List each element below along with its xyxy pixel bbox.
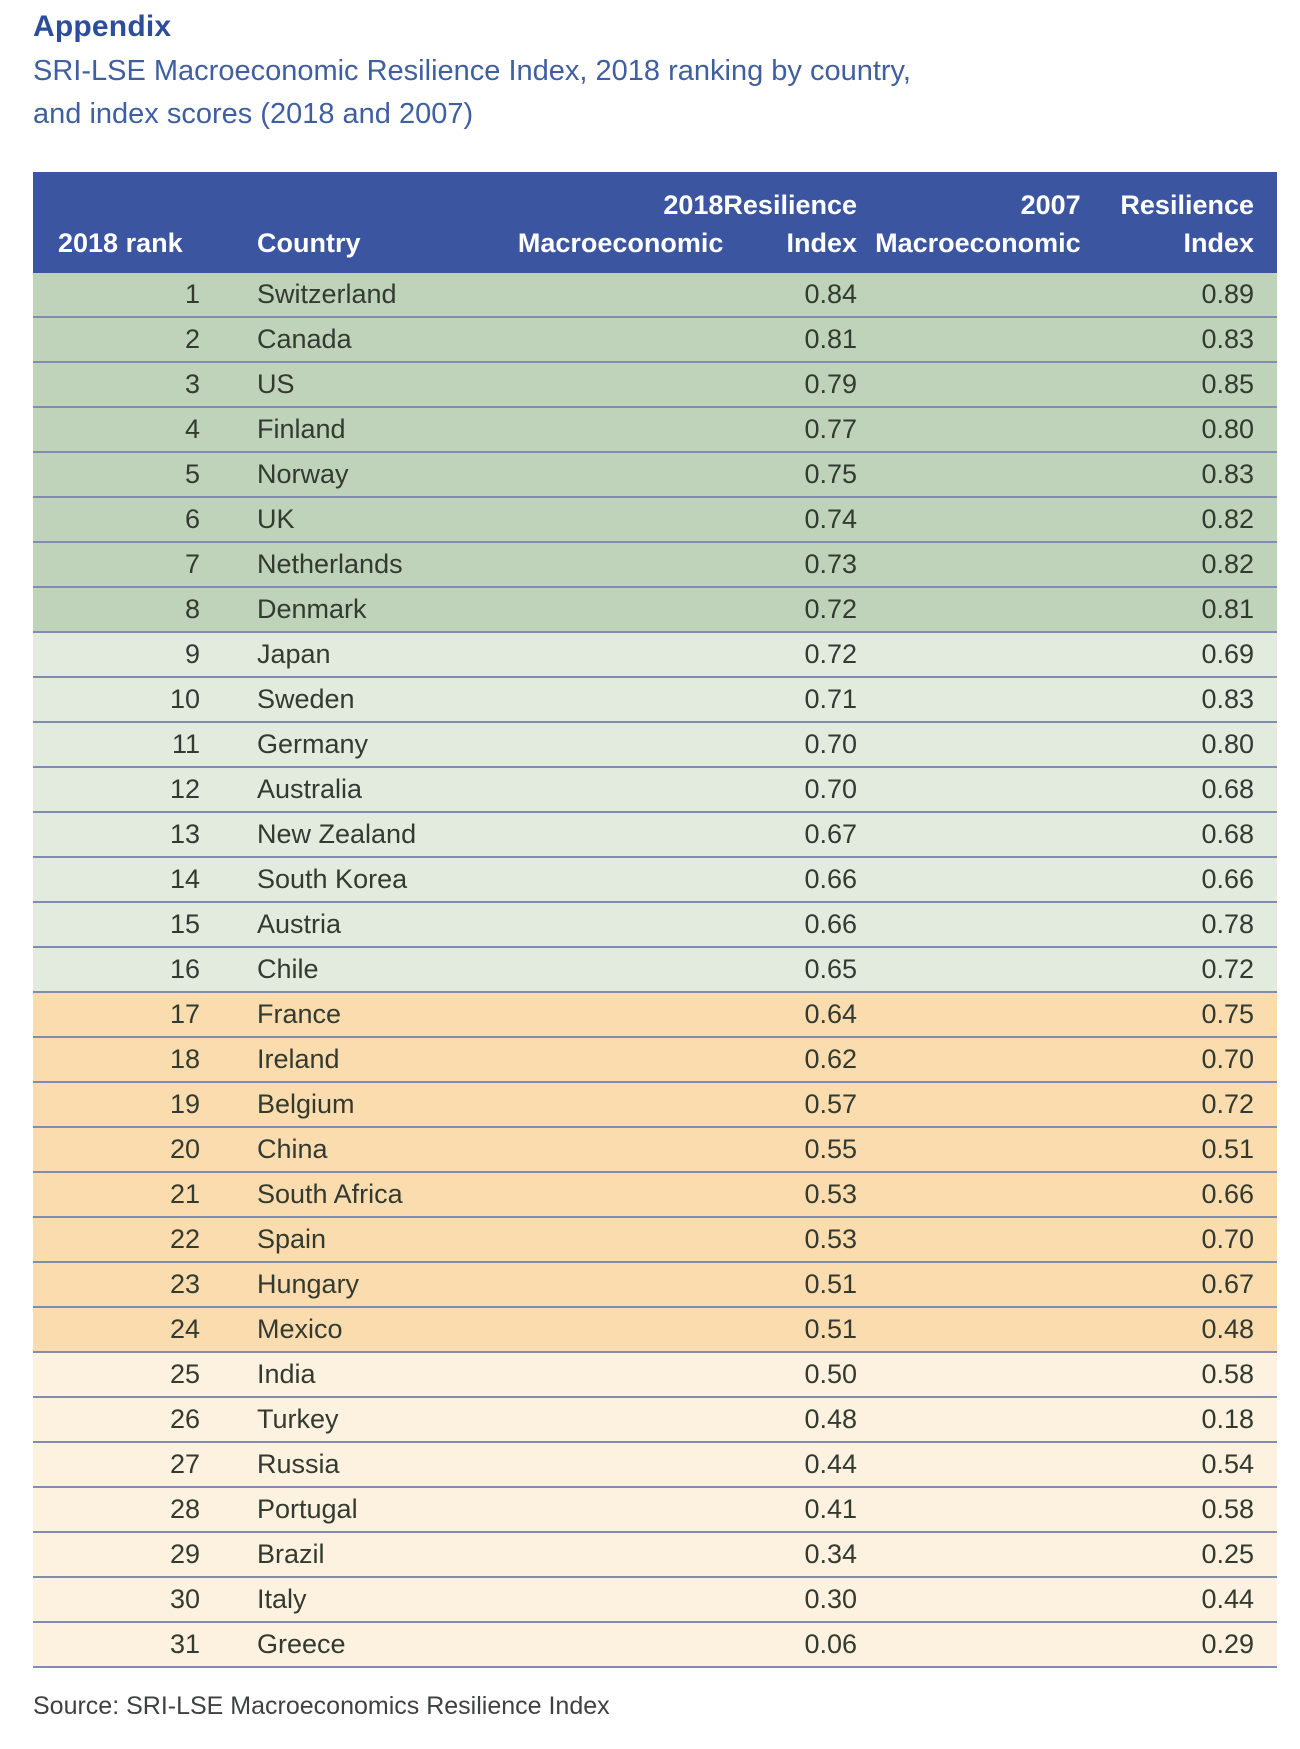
index-2007-cell: 0.75: [1201, 999, 1254, 1029]
index-2018-cell: 0.73: [804, 549, 857, 579]
rank-cell: 22: [169, 1224, 200, 1254]
country-cell: Switzerland: [257, 279, 397, 309]
rank-cell: 25: [169, 1359, 200, 1389]
country-cell: France: [257, 999, 342, 1029]
country-cell: Hungary: [257, 1269, 360, 1299]
column-header-2007-index: [857, 172, 1277, 273]
table-row: [33, 1623, 1277, 1668]
index-2018-cell: 0.06: [804, 1629, 857, 1659]
country-cell: Australia: [257, 774, 363, 804]
index-2018-cell: 0.65: [804, 954, 857, 984]
column-header-2018-rank: 2018 rank: [58, 228, 183, 258]
country-cell: Finland: [257, 414, 346, 444]
table-row: [33, 1218, 1277, 1263]
subtitle-line-1: SRI-LSE Macroeconomic Resilience Index, 2018 ranking by country,: [33, 55, 911, 87]
rank-cell: 12: [169, 774, 200, 804]
country-cell: UK: [257, 504, 295, 534]
country-cell: South Africa: [257, 1179, 403, 1209]
rank-cell: 31: [169, 1629, 200, 1659]
rank-cell: 29: [169, 1539, 200, 1569]
country-cell: Chile: [257, 954, 319, 984]
country-cell: Canada: [257, 324, 352, 354]
rank-cell: 28: [169, 1494, 200, 1524]
index-2018-cell: 0.57: [804, 1089, 857, 1119]
rank-cell: 20: [169, 1134, 200, 1164]
rank-cell: 23: [169, 1269, 200, 1299]
rank-cell: 9: [184, 639, 200, 669]
table-row: [33, 273, 1277, 318]
table-row: [33, 1353, 1277, 1398]
country-cell: Japan: [257, 639, 331, 669]
index-2018-cell: 0.62: [804, 1044, 857, 1074]
country-cell: Portugal: [257, 1494, 358, 1524]
table-row: [33, 1533, 1277, 1578]
index-2018-cell: 0.72: [804, 639, 857, 669]
index-2018-cell: 0.55: [804, 1134, 857, 1164]
index-2007-cell: 0.68: [1201, 774, 1254, 804]
index-2007-cell: 0.70: [1201, 1224, 1254, 1254]
column-header-2007-index-line1: 2007 Macroeconomic: [875, 190, 1081, 258]
table-row: [33, 1083, 1277, 1128]
rank-cell: 2: [184, 324, 200, 354]
index-2018-cell: 0.53: [804, 1179, 857, 1209]
rank-cell: 1: [184, 279, 200, 309]
table-row: [33, 633, 1277, 678]
table-row: [33, 1578, 1277, 1623]
subtitle-line-2: and index scores (2018 and 2007): [33, 98, 474, 130]
index-2007-cell: 0.54: [1201, 1449, 1254, 1479]
index-2007-cell: 0.69: [1201, 639, 1254, 669]
table-row: [33, 768, 1277, 813]
index-2007-cell: 0.81: [1201, 594, 1254, 624]
index-2018-cell: 0.66: [804, 909, 857, 939]
index-2007-cell: 0.89: [1201, 279, 1254, 309]
index-2018-cell: 0.66: [804, 864, 857, 894]
index-2007-cell: 0.80: [1201, 414, 1254, 444]
table-row: [33, 363, 1277, 408]
country-cell: China: [257, 1134, 328, 1164]
table-row: [33, 1263, 1277, 1308]
index-2018-cell: 0.79: [804, 369, 857, 399]
table-row: [33, 723, 1277, 768]
rank-cell: 27: [169, 1449, 200, 1479]
index-2007-cell: 0.83: [1201, 324, 1254, 354]
index-2007-cell: 0.82: [1201, 504, 1254, 534]
country-cell: US: [257, 369, 295, 399]
table-row: [33, 948, 1277, 993]
column-header-2007-index-line2: Resilience Index: [1120, 190, 1254, 258]
table-row: [33, 408, 1277, 453]
table-row: [33, 903, 1277, 948]
index-2018-cell: 0.51: [804, 1314, 857, 1344]
table-row: [33, 1443, 1277, 1488]
rank-cell: 18: [169, 1044, 200, 1074]
index-2007-cell: 0.72: [1201, 954, 1254, 984]
country-cell: Sweden: [257, 684, 355, 714]
column-header-2018-index: [517, 172, 857, 273]
rank-cell: 15: [169, 909, 200, 939]
country-cell: Spain: [257, 1224, 327, 1254]
index-2018-cell: 0.72: [804, 594, 857, 624]
index-2007-cell: 0.82: [1201, 549, 1254, 579]
resilience-index-table: [33, 172, 1277, 1668]
index-2018-cell: 0.64: [804, 999, 857, 1029]
index-2018-cell: 0.74: [804, 504, 857, 534]
country-cell: Denmark: [257, 594, 367, 624]
table-row: [33, 1128, 1277, 1173]
rank-cell: 16: [169, 954, 200, 984]
index-2018-cell: 0.75: [804, 459, 857, 489]
table-row: [33, 1308, 1277, 1353]
index-2018-cell: 0.41: [804, 1494, 857, 1524]
table-row: [33, 453, 1277, 498]
index-2018-cell: 0.53: [804, 1224, 857, 1254]
index-2018-cell: 0.51: [804, 1269, 857, 1299]
table-row: [33, 813, 1277, 858]
index-2018-cell: 0.30: [804, 1584, 857, 1614]
country-cell: Austria: [257, 909, 342, 939]
rank-cell: 4: [184, 414, 200, 444]
index-2018-cell: 0.70: [804, 729, 857, 759]
index-2018-cell: 0.48: [804, 1404, 857, 1434]
index-2018-cell: 0.71: [804, 684, 857, 714]
rank-cell: 10: [169, 684, 200, 714]
rank-cell: 7: [184, 549, 200, 579]
index-2007-cell: 0.58: [1201, 1494, 1254, 1524]
index-2007-cell: 0.29: [1201, 1629, 1254, 1659]
table-row: [33, 993, 1277, 1038]
index-2018-cell: 0.77: [804, 414, 857, 444]
index-2007-cell: 0.72: [1201, 1089, 1254, 1119]
country-cell: Italy: [257, 1584, 307, 1614]
page-subtitle: [33, 50, 911, 136]
table-row: [33, 1398, 1277, 1443]
index-2018-cell: 0.81: [804, 324, 857, 354]
country-cell: Turkey: [257, 1404, 339, 1434]
country-cell: Norway: [257, 459, 349, 489]
index-2007-cell: 0.78: [1201, 909, 1254, 939]
rank-cell: 30: [169, 1584, 200, 1614]
country-cell: Russia: [257, 1449, 340, 1479]
rank-cell: 13: [169, 819, 200, 849]
rank-cell: 17: [169, 999, 200, 1029]
index-2007-cell: 0.80: [1201, 729, 1254, 759]
index-2018-cell: 0.84: [804, 279, 857, 309]
table-row: [33, 588, 1277, 633]
table-row: [33, 543, 1277, 588]
index-2018-cell: 0.50: [804, 1359, 857, 1389]
index-2007-cell: 0.44: [1201, 1584, 1254, 1614]
index-2007-cell: 0.83: [1201, 459, 1254, 489]
rank-cell: 5: [184, 459, 200, 489]
country-cell: India: [257, 1359, 316, 1389]
table-body: [33, 273, 1277, 1668]
index-2018-cell: 0.44: [804, 1449, 857, 1479]
index-2007-cell: 0.70: [1201, 1044, 1254, 1074]
table-header-row: [33, 172, 1277, 273]
rank-cell: 24: [169, 1314, 200, 1344]
table-row: [33, 1488, 1277, 1533]
index-2007-cell: 0.83: [1201, 684, 1254, 714]
source-note: Source: SRI-LSE Macroeconomics Resilience Index: [33, 1692, 610, 1720]
table-row: [33, 858, 1277, 903]
country-cell: Germany: [257, 729, 369, 759]
page-title: Appendix: [33, 10, 172, 43]
country-cell: Greece: [257, 1629, 346, 1659]
index-2007-cell: 0.67: [1201, 1269, 1254, 1299]
country-cell: Ireland: [257, 1044, 340, 1074]
column-header-2018-index-line1: 2018 Macroeconomic: [517, 190, 724, 258]
country-cell: Mexico: [257, 1314, 343, 1344]
column-header-country: Country: [257, 228, 361, 258]
table-row: [33, 1038, 1277, 1083]
table-row: [33, 1173, 1277, 1218]
index-2007-cell: 0.66: [1201, 864, 1254, 894]
rank-cell: 3: [184, 369, 200, 399]
rank-cell: 11: [171, 729, 200, 759]
rank-cell: 6: [184, 504, 200, 534]
index-2007-cell: 0.18: [1201, 1404, 1254, 1434]
country-cell: New Zealand: [257, 819, 417, 849]
rank-cell: 19: [169, 1089, 200, 1119]
index-2018-cell: 0.67: [804, 819, 857, 849]
country-cell: Belgium: [257, 1089, 355, 1119]
rank-cell: 8: [184, 594, 200, 624]
table-row: [33, 498, 1277, 543]
rank-cell: 21: [169, 1179, 200, 1209]
index-2007-cell: 0.66: [1201, 1179, 1254, 1209]
table-row: [33, 318, 1277, 363]
index-2018-cell: 0.34: [804, 1539, 857, 1569]
country-cell: Netherlands: [257, 549, 403, 579]
column-header-2018-index-line2: Resilience Index: [723, 190, 857, 258]
country-cell: Brazil: [257, 1539, 325, 1569]
index-2007-cell: 0.58: [1201, 1359, 1254, 1389]
rank-cell: 14: [169, 864, 200, 894]
table-row: [33, 678, 1277, 723]
index-2018-cell: 0.70: [804, 774, 857, 804]
country-cell: South Korea: [257, 864, 408, 894]
index-2007-cell: 0.68: [1201, 819, 1254, 849]
index-2007-cell: 0.85: [1201, 369, 1254, 399]
index-2007-cell: 0.51: [1201, 1134, 1254, 1164]
rank-cell: 26: [169, 1404, 200, 1434]
index-2007-cell: 0.48: [1201, 1314, 1254, 1344]
index-2007-cell: 0.25: [1201, 1539, 1254, 1569]
